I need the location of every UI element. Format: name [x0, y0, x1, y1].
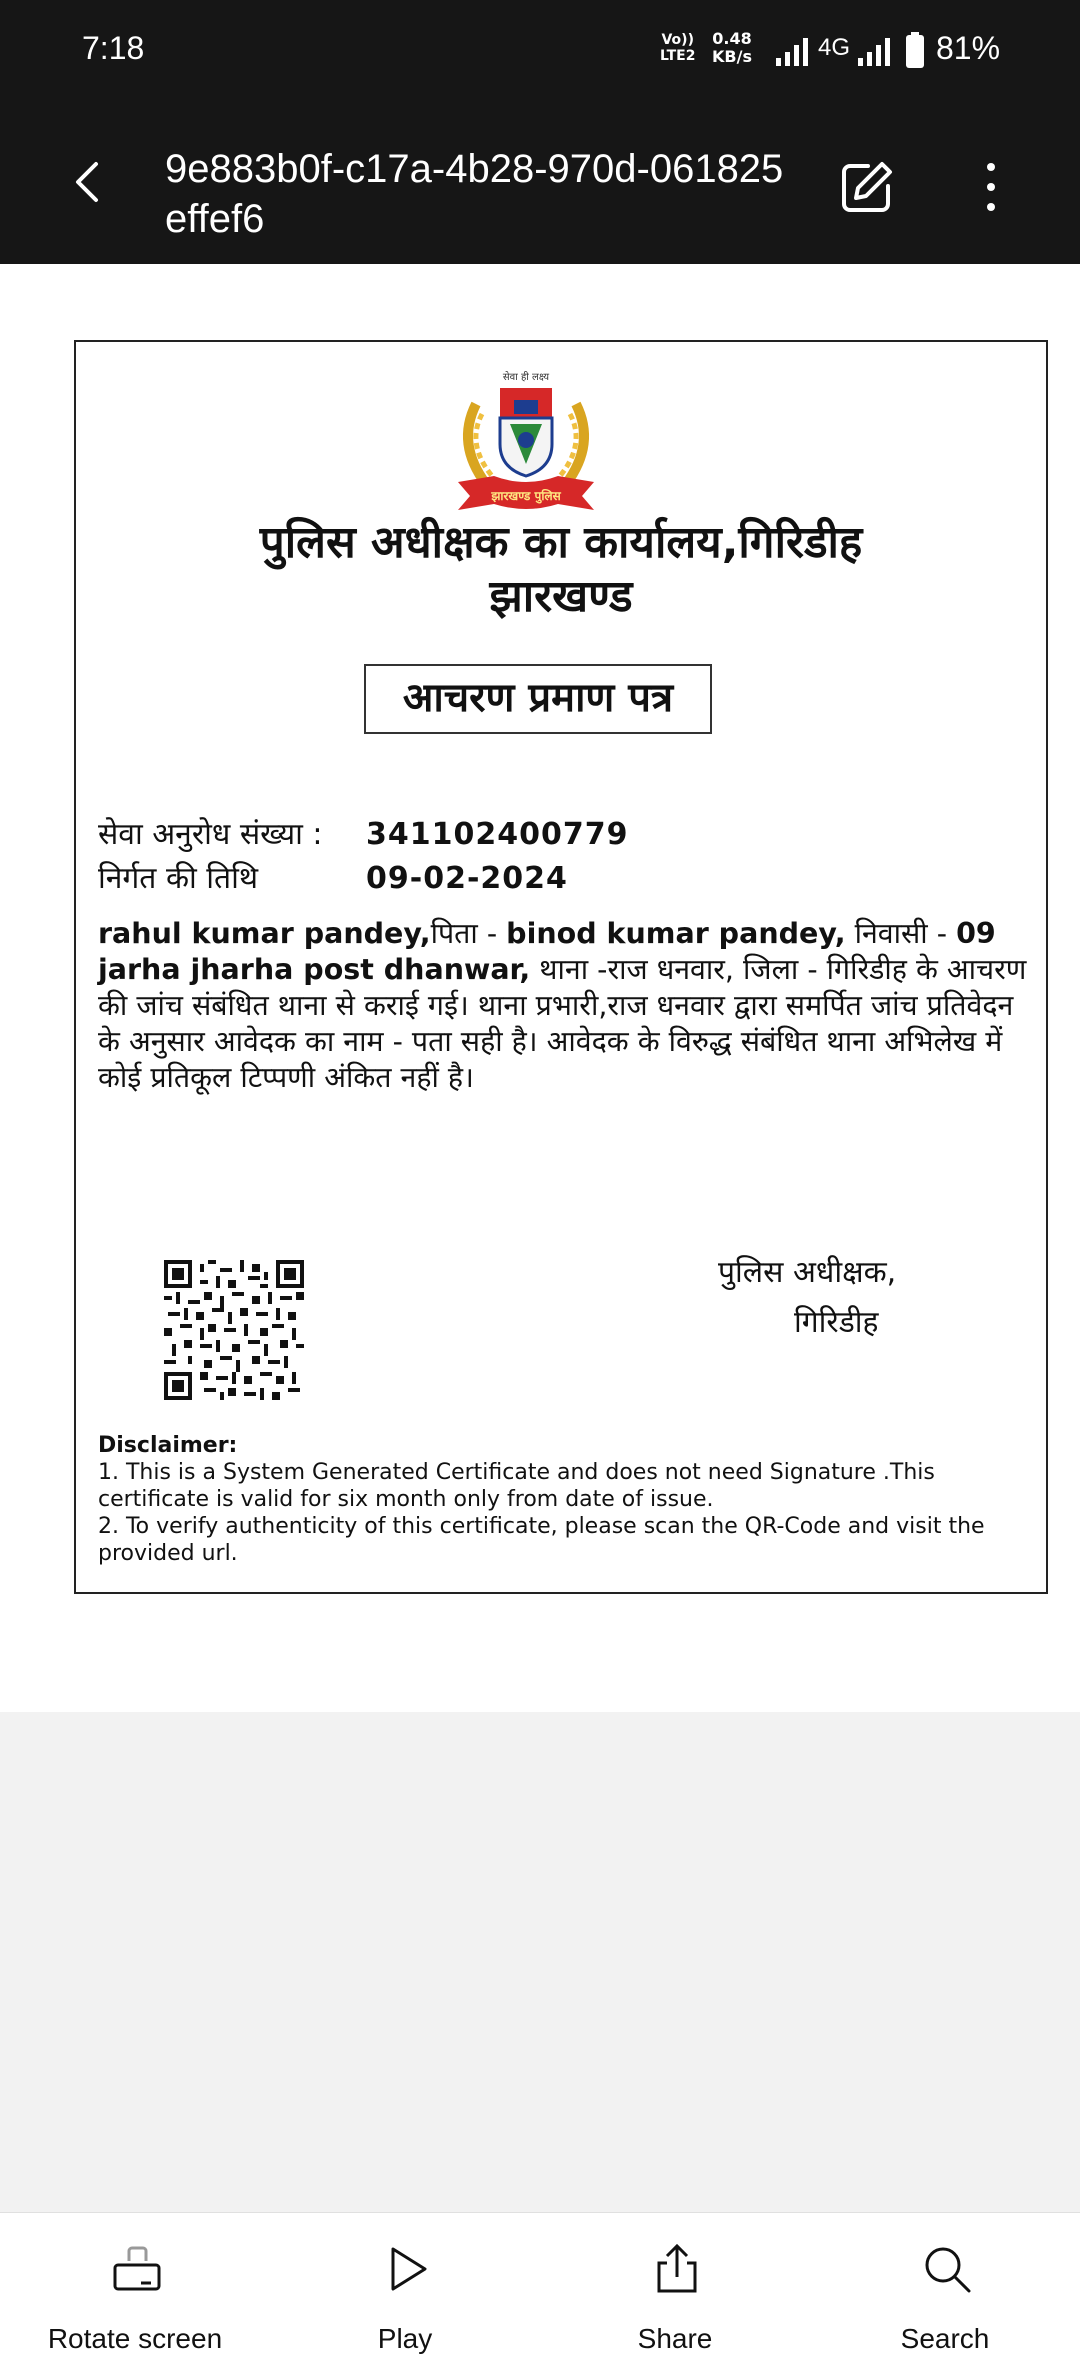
search-label: Search — [900, 2323, 990, 2354]
network-speed-value: 0.48 — [712, 29, 752, 48]
more-vertical-icon[interactable] — [970, 158, 1012, 216]
app-bar — [0, 100, 1080, 264]
file-title: 9e883b0f-c17a-4b28-970d-061825effef6 — [165, 147, 784, 241]
status-time: 7:18 — [82, 30, 145, 66]
network-type: 4G — [818, 34, 851, 61]
service-request-row — [98, 812, 629, 853]
body-statement: थाना -राज धनवार, जिला - गिरिडीह के आचरण की जांच संबंधित थाना से कराई गई। थाना प्रभारी,राज धनवार द्वारा समर्पित जांच प्रतिवेदन के अनुसार आवेदक का नाम - पता सही है। आवेदक के विरुद्ध संबंधित थाना अभिलेख में कोई प्रतिकूल टिप्पणी अंकित नहीं है। — [98, 953, 1027, 1094]
state-heading: झारखण्ड — [489, 571, 633, 622]
network-speed-unit: KB/s — [712, 47, 752, 66]
issue-date-label: निर्गत की तिथि — [98, 861, 259, 896]
issue-date-value: 09-02-2024 — [366, 861, 568, 896]
resident-label: निवासी - — [845, 917, 957, 950]
battery-level: 81% — [936, 30, 1001, 66]
applicant-name: rahul kumar pandey, — [98, 917, 431, 950]
issue-date-row — [98, 856, 568, 897]
volte-line1: Vo)) — [661, 32, 694, 48]
share-button[interactable] — [555, 2213, 795, 2377]
back-arrow-icon[interactable] — [64, 158, 112, 206]
play-icon — [381, 2243, 433, 2295]
battery-icon — [906, 32, 924, 68]
disclaimer-item-1: 1. This is a System Generated Certificate and does not need Signature .This certificate is valid for six month only from date of issue. — [98, 1460, 935, 1512]
jharkhand-police-emblem-icon — [436, 364, 616, 514]
svg-text:झारखण्ड पुलिस: झारखण्ड पुलिस — [491, 489, 561, 503]
share-label: Share — [637, 2323, 713, 2354]
rotate-screen-label: Rotate screen — [47, 2323, 223, 2354]
certificate-document — [74, 340, 1048, 1594]
office-heading: पुलिस अधीक्षक का कार्यालय,गिरिडीह — [259, 517, 863, 568]
service-request-label: सेवा अनुरोध संख्या : — [98, 817, 323, 852]
service-request-value: 341102400779 — [366, 817, 629, 852]
search-button[interactable] — [825, 2213, 1065, 2377]
father-label: पिता - — [430, 917, 507, 950]
volte-line2: LTE2 — [660, 48, 696, 64]
certificate-body — [98, 916, 1028, 1096]
signal-icon-2 — [858, 38, 892, 66]
svg-text:सेवा ही लक्ष्य: सेवा ही लक्ष्य — [502, 372, 550, 383]
play-button[interactable] — [285, 2213, 525, 2377]
edit-icon[interactable] — [838, 158, 896, 216]
bottom-toolbar — [0, 2212, 1080, 2377]
rotate-screen-button[interactable] — [15, 2213, 255, 2377]
qr-code — [164, 1260, 304, 1400]
document-viewer[interactable] — [0, 264, 1080, 1712]
disclaimer — [98, 1432, 1018, 1567]
search-icon — [921, 2243, 973, 2295]
signal-icon — [776, 38, 810, 66]
volte-indicator — [660, 32, 695, 64]
share-icon — [651, 2243, 703, 2295]
signatory-title: पुलिस अधीक्षक, — [718, 1255, 897, 1290]
father-name: binod kumar pandey, — [506, 917, 846, 950]
signatory-location: गिरिडीह — [794, 1305, 879, 1340]
certificate-title: आचरण प्रमाण पत्र — [364, 664, 712, 734]
disclaimer-item-2: 2. To verify authenticity of this certificate, please scan the QR-Code and visit the provided url. — [98, 1514, 985, 1566]
status-bar — [0, 0, 1080, 100]
network-speed — [712, 30, 752, 66]
rotate-screen-icon — [111, 2243, 163, 2295]
applicant-address: 09 jarha jharha post dhanwar, — [98, 917, 996, 986]
disclaimer-heading: Disclaimer: — [98, 1433, 238, 1458]
play-label: Play — [377, 2323, 433, 2354]
